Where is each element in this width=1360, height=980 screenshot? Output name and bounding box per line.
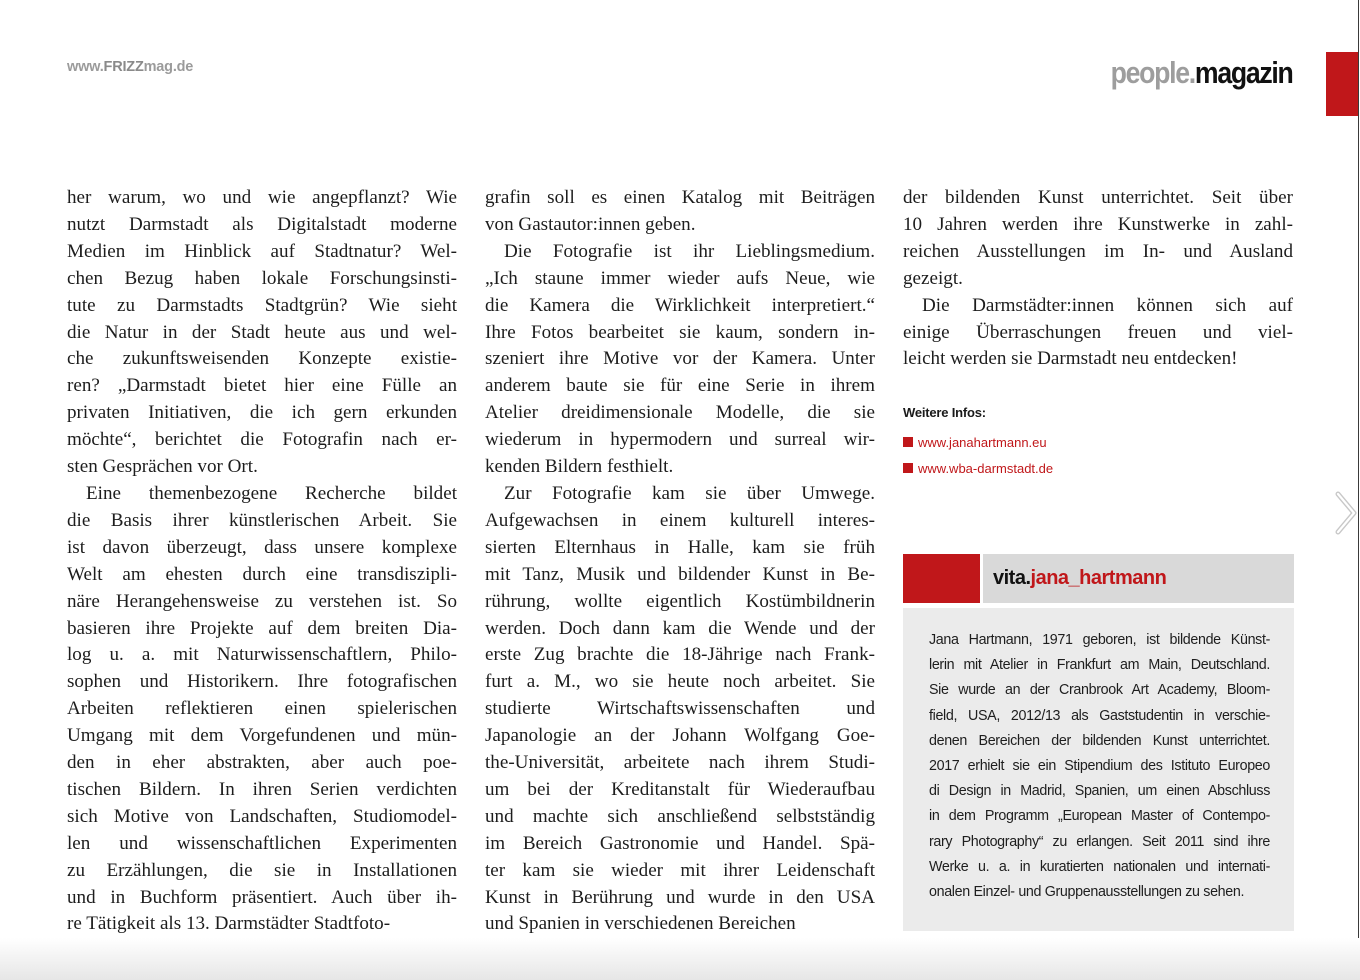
article-paragraph	[67, 481, 457, 938]
vita-line: 2017 erhielt sie ein Stipendium des Istituto Europeo	[929, 758, 1270, 775]
section-tab-marker	[1326, 52, 1358, 116]
article-line: reichen Ausstellungen im In- und Ausland	[903, 240, 1293, 262]
site-url-prefix: www.	[67, 59, 104, 75]
article-line: Umgang mit dem Vorgefundenen und mün-	[67, 725, 457, 747]
article-column-3	[903, 185, 1293, 373]
article-line: und Spanien in verschiedenen Bereichen	[485, 913, 796, 935]
article-line: „Ich staune immer wieder aufs Neue, wie	[485, 267, 875, 289]
article-line: sophen und Historikern. Ihre fotografischen	[67, 671, 457, 693]
vita-line: field, USA, 2012/13 als Gaststudentin in verschie-	[929, 707, 1270, 724]
info-link-wba-darmstadt[interactable]	[903, 455, 1053, 481]
article-line: der bildenden Kunst unterrichtet. Seit über	[903, 187, 1293, 208]
article-line: Zur Fotografie kam sie über Umwege.	[504, 482, 875, 504]
article-line: Aufgewachsen in einem kulturell interes-	[485, 509, 875, 531]
section-title-prefix: people.	[1111, 55, 1196, 90]
article-line: einige Überraschungen freuen und viel-	[903, 321, 1293, 343]
article-line: erste Zug brachte die 18-Jährige nach Frank-	[485, 644, 875, 666]
section-title-suffix: magazin	[1195, 55, 1293, 90]
article-line: wiederum in hypermodern und surreal wir-	[485, 429, 875, 451]
article-line: che zukunftsweisenden Konzepte existie-	[67, 348, 457, 370]
article-line: Medien im Hinblick auf Stadtnatur? Wel-	[67, 240, 457, 262]
chevron-right-icon	[1334, 490, 1360, 536]
article-line: Die Fotografie ist ihr Lieblingsmedium.	[504, 240, 875, 262]
article-line: re Tätigkeit als 13. Darmstädter Stadtfoto-	[67, 913, 391, 935]
article-line: chen Bezug haben lokale Forschungsinsti-	[67, 267, 457, 289]
article-line: werden. Doch dann kam die Wende und der	[485, 617, 875, 639]
further-info	[903, 405, 1053, 481]
article-line: sierten Elternhaus in Halle, kam sie früh	[485, 536, 875, 558]
article-paragraph	[903, 293, 1293, 374]
site-url[interactable]	[67, 59, 193, 75]
article-line: um bei der Kreditanstalt für Wiederaufbau	[485, 778, 875, 800]
vita-line: in dem Programm „European Master of Contempo-	[929, 808, 1270, 825]
article-line: privaten Initiativen, die ich gern erkunden	[67, 402, 457, 424]
article-paragraph	[485, 481, 875, 938]
article-line: ren? „Darmstadt bietet hier eine Fülle an	[67, 375, 457, 397]
article-line: szeniert ihre Motive vor der Kamera. Unter	[485, 348, 875, 370]
article-line: rührung, wollte eigentlich Kostümbildnerin	[485, 590, 875, 612]
article-column-2	[485, 185, 875, 938]
article-line: Arbeiten reflektieren einen spielerischen	[67, 698, 457, 720]
article-line: sich Motive von Landschaften, Studiomodel-	[67, 805, 457, 827]
article-line: her warum, wo und wie angepflanzt? Wie	[67, 187, 457, 208]
article-line: und machte sich anschließend selbstständig	[485, 805, 875, 827]
article-line: Kunst in Berührung und wurde in den USA	[485, 886, 875, 908]
vita-box	[903, 608, 1294, 931]
article-line: den in eher abstrakten, aber auch poe-	[67, 752, 457, 774]
red-square-bullet-icon	[903, 463, 913, 473]
site-url-brand: FRIZZ	[103, 59, 144, 75]
article-line: grafin soll es einen Katalog mit Beiträgen	[485, 187, 875, 208]
red-square-bullet-icon	[903, 437, 913, 447]
article-paragraph	[485, 185, 875, 239]
vita-text	[929, 628, 1270, 905]
article-line: studierte Wirtschaftswissenschaften und	[485, 698, 875, 720]
further-info-label: Weitere Infos:	[903, 405, 986, 420]
article-line: furt a. M., wo sie heute noch arbeitet. Sie	[485, 671, 875, 693]
next-page-button[interactable]	[1334, 490, 1360, 536]
vita-title-prefix: vita.	[993, 567, 1031, 589]
bottom-shadow	[0, 938, 1360, 980]
article-paragraph	[903, 185, 1293, 293]
vita-line: Sie wurde an der Cranbrook Art Academy, Bloom-	[929, 682, 1270, 699]
section-title	[1111, 55, 1293, 91]
article-line: the-Universität, arbeitete nach ihrem Studi-	[485, 752, 875, 774]
site-url-suffix: mag.de	[143, 59, 194, 75]
article-line: die Natur in der Stadt heute aus und wel-	[67, 321, 457, 343]
article-line: die Kamera die Wirklichkeit interpretiert.“	[485, 294, 875, 316]
article-line: basieren ihre Projekte auf dem breiten Dia-	[67, 617, 457, 639]
info-link-janahartmann[interactable]	[903, 429, 1053, 455]
vita-header	[903, 554, 1294, 603]
article-line: zu Erzählungen, die sie in Installationen	[67, 859, 457, 881]
vita-line: Werke u. a. in kuratierten nationalen und internati-	[929, 858, 1270, 875]
article-line: im Bereich Gastronomie und Handel. Spä-	[485, 832, 875, 854]
article-line: Ihre Fotos bearbeitet sie kaum, sondern in-	[485, 321, 875, 343]
article-line: kenden Bildern festhielt.	[485, 456, 674, 478]
article-line: tute zu Darmstadts Stadtgrün? Wie sieht	[67, 294, 457, 316]
info-link-text[interactable]: www.janahartmann.eu	[918, 434, 1047, 450]
article-line: nutzt Darmstadt als Digitalstadt moderne	[67, 213, 457, 235]
article-line: Welt am ehesten durch eine transdiszipli-	[67, 563, 457, 585]
vita-title	[983, 554, 1294, 603]
article-line: anderem baute sie für eine Serie in ihrem	[485, 375, 875, 397]
article-column-1	[67, 185, 457, 938]
vita-line: denen Bereichen der bildenden Kunst unterrichtet.	[929, 732, 1270, 749]
article-paragraph	[485, 239, 875, 481]
article-line: sten Gesprächen vor Ort.	[67, 456, 258, 478]
vita-title-name: jana_hartmann	[1030, 567, 1167, 589]
article-line: möchte“, berichtet die Fotografin nach er-	[67, 429, 457, 451]
vita-line: Jana Hartmann, 1971 geboren, ist bildende Künst-	[929, 632, 1270, 648]
article-paragraph	[67, 185, 457, 481]
vita-line: onalen Einzel- und Gruppenausstellungen zu sehen.	[929, 884, 1245, 901]
article-line: und in Buchform präsentiert. Auch über ih-	[67, 886, 457, 908]
article-line: len und wissenschaftlichen Experimenten	[67, 832, 457, 854]
article-line: Atelier dreidimensionale Modelle, die sie	[485, 402, 875, 424]
article-line: Die Darmstädter:innen können sich auf	[922, 294, 1293, 316]
article-line: tischen Bildern. In ihren Serien verdichten	[67, 778, 457, 800]
vita-line: rary Photography“ zu erlangen. Seit 2011 sind ihre	[929, 833, 1270, 850]
article-line: ter kam sie wieder mit ihrer Leidenschaft	[485, 859, 875, 881]
vita-header-red-block	[903, 554, 980, 603]
article-line: näre Herangehensweise zu verstehen ist. So	[67, 590, 457, 612]
article-line: 10 Jahren werden ihre Kunstwerke in zahl-	[903, 213, 1293, 235]
info-link-text[interactable]: www.wba-darmstadt.de	[918, 460, 1054, 476]
article-line: Japanologie an der Johann Wolfgang Goe-	[485, 725, 875, 747]
article-line: log u. a. mit Naturwissenschaftlern, Philo-	[67, 644, 457, 666]
vita-line: lerin mit Atelier in Frankfurt am Main, Deutschland.	[929, 657, 1270, 674]
article-line: leicht werden sie Darmstadt neu entdecken!	[903, 348, 1238, 370]
article-line: von Gastautor:innen geben.	[485, 213, 696, 235]
vita-line: di Design in Madrid, Spanien, um einen Abschluss	[929, 783, 1270, 800]
article-line: gezeigt.	[903, 267, 963, 289]
article-line: die Basis ihrer künstlerischen Arbeit. Sie	[67, 509, 457, 531]
article-line: Eine themenbezogene Recherche bildet	[86, 482, 457, 504]
article-line: mit Tanz, Musik und bildender Kunst in Be-	[485, 563, 875, 585]
article-line: ist davon überzeugt, dass unsere komplexe	[67, 536, 457, 558]
